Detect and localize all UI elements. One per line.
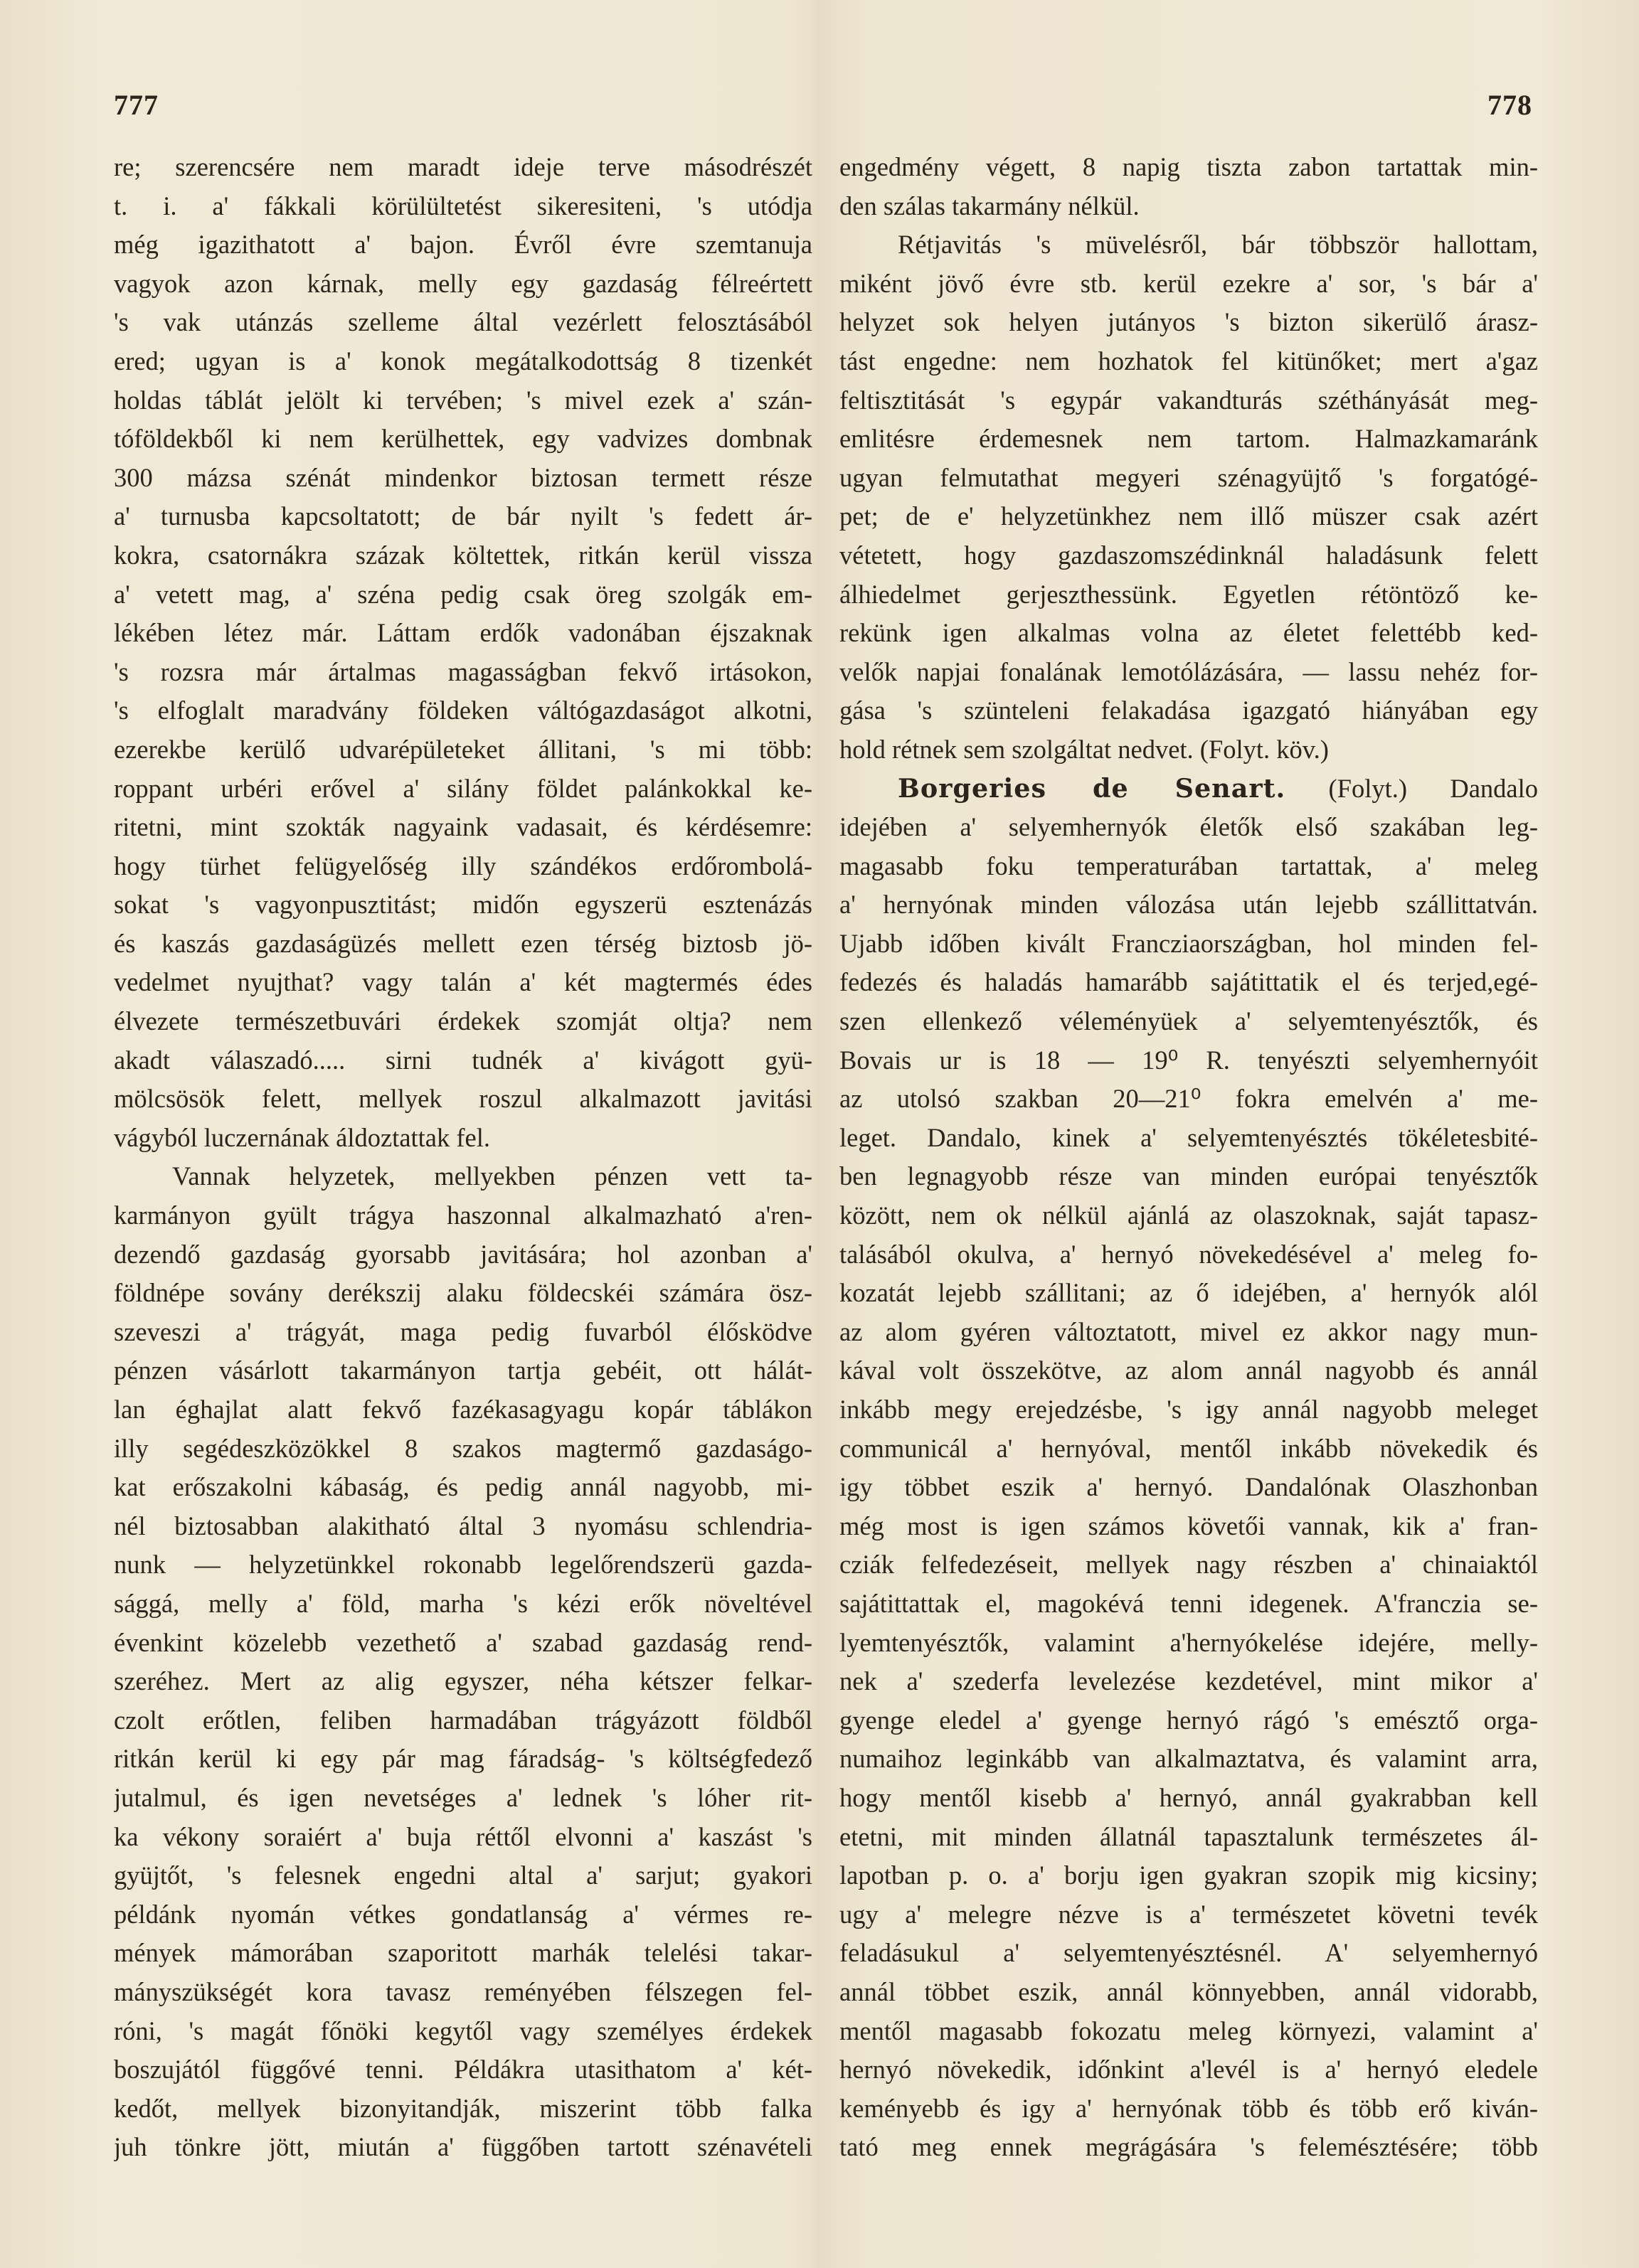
text-line: communicál a' hernyóval, mentől inkább növekedik és	[839, 1433, 1538, 1463]
text-line: vagyok azon kárnak, melly egy gazdaság félreértett	[114, 268, 812, 298]
text-line: példánk nyomán vétkes gondatlanság a' vérmes re-	[114, 1899, 812, 1929]
text-line: roppant urbéri erővel a' silány földet palánkokkal ke-	[114, 773, 812, 803]
text-line: gyüjtőt, 's felesnek engedni altal a' sarjut; gyakori	[114, 1860, 812, 1890]
text-line: az alom gyéren változtatott, mivel ez akkor nagy mun-	[839, 1316, 1538, 1346]
text-line: talásából okulva, a' hernyó növekedésével a' meleg fo-	[839, 1239, 1538, 1269]
text-line: lan éghajlat alatt fekvő fazékasagyagu kopár táblákon	[114, 1395, 812, 1424]
text-line: numaihoz leginkább van alkalmaztatva, és valamint arra,	[839, 1744, 1538, 1774]
text-line: Bovais ur is 18 — 19⁰ R. tenyészti selyemhernyóit	[839, 1045, 1538, 1075]
text-line: lékében létez már. Láttam erdők vadonában éjszaknak	[114, 618, 812, 648]
text-line: Vannak helyzetek, mellyekben pénzen vett ta-	[172, 1161, 812, 1191]
text-line: még igazithatott a' bajon. Évről évre szemtanuja	[114, 230, 812, 260]
text-line: álhiedelmet gerjeszthessünk. Egyetlen rétöntöző ke-	[839, 579, 1538, 609]
text-line: ugy a' melegre nézve is a' természetet követni tevék	[839, 1899, 1538, 1929]
text-line: vágyból luczernának áldoztattak fel.	[114, 1122, 491, 1152]
text-line: feltisztitását 's egypár vakandturás széthányását meg-	[839, 385, 1538, 415]
text-line: idejében a' selyemhernyók életők első szakában leg-	[839, 812, 1538, 842]
text-line: helyzet sok helyen jutányos 's bizton sikerülő árasz-	[839, 307, 1538, 337]
text-line: miként jövő évre stb. kerül ezekre a' sor, 's bár a'	[839, 268, 1538, 298]
section-heading: Borgeries de Senart.	[898, 772, 1286, 804]
text-line: re; szerencsére nem maradt ideje terve másodrészét	[114, 152, 812, 181]
text-line: 's rozsra már ártalmas magasságban fekvő irtásokon,	[114, 656, 812, 686]
text-line: t. i. a' fákkali körülültetést sikeresiteni, 's utódja	[114, 191, 812, 220]
text-line: feladásukul a' selyemtenyésztésnél. A' selyemhernyó	[839, 1938, 1538, 1968]
text-line: lapotban p. o. a' borju igen gyakran szopik mig kicsiny;	[839, 1860, 1538, 1890]
text-line: akadt válaszadó..... sirni tudnék a' kivágott gyü-	[114, 1045, 812, 1075]
text-line: emlitésre érdemesnek nem tartom. Halmazkamaránk	[839, 424, 1538, 454]
text-line: mölcsösök felett, mellyek roszul alkalmazott javitási	[114, 1084, 812, 1114]
text-line: ka vékony soraiért a' buja réttől elvonni a' kaszást 's	[114, 1821, 812, 1851]
text-line: fedezés és haladás hamarább sajátittatik el és terjed,egé-	[839, 967, 1538, 997]
text-line: kával volt összekötve, az alom annál nagyobb és annál	[839, 1356, 1538, 1385]
text-line: boszujától függővé tenni. Példákra utasithatom a' két-	[114, 2055, 812, 2085]
text-line: mentől magasabb fokozatu meleg környezi, valamint a'	[839, 2016, 1538, 2045]
text-line: és kaszás gazdaságüzés mellett ezen térség biztosb jö-	[114, 928, 812, 958]
text-line: a' hernyónak minden válozása után lejebb szállittatván.	[839, 890, 1538, 920]
text-line: nél biztosabban alakitható által 3 nyomásu schlendria-	[114, 1511, 812, 1540]
text-line: szeveszi a' trágyát, maga pedig fuvarból élősködve	[114, 1316, 812, 1346]
text-line: 's vak utánzás szelleme által vezérlett felosztásából	[114, 307, 812, 337]
text-line: 's elfoglalt maradvány földeken váltógazdaságot alkotni,	[114, 696, 812, 725]
text-line: rekünk igen alkalmas volna az életet felettébb ked-	[839, 618, 1538, 648]
text-line: cziák felfedezéseit, mellyek nagy részben a' chinaiaktól	[839, 1550, 1538, 1580]
left-column-text	[114, 148, 812, 2167]
text-line: sággá, melly a' föld, marha 's kézi erők növeltével	[114, 1588, 812, 1618]
text-line: a' turnusba kapcsoltatott; de bár nyilt 's fedett ár-	[114, 501, 812, 531]
text-line: hernyó növekedik, időnkint a'levél is a' hernyó eledele	[839, 2055, 1538, 2085]
text-line: ezerekbe kerülő udvarépületeket állitani, 's mi több:	[114, 734, 812, 764]
text-line: annál többet eszik, annál könnyebben, annál vidorabb,	[839, 1976, 1538, 2006]
text-line: karmányon gyült trágya haszonnal alkalmazható a'ren-	[114, 1200, 812, 1230]
text-line: holdas táblát jelölt ki tervében; 's mivel ezek a' szán-	[114, 385, 812, 415]
text-line: lyemtenyésztők, valamint a'hernyókelése idejére, melly-	[839, 1627, 1538, 1657]
text-line: ben legnagyobb része van minden európai tenyésztők	[839, 1161, 1538, 1191]
text-line: tóföldekből ki nem kerülhettek, egy vadvizes dombnak	[114, 424, 812, 454]
text-line: tató meg ennek megrágására 's felemésztésére; több	[839, 2132, 1538, 2162]
page-number-right: 778	[1487, 89, 1532, 121]
text-line: hogy mentől kisebb a' hernyó, annál gyakrabban kell	[839, 1782, 1538, 1812]
text-line: az utolsó szakban 20—21⁰ fokra emelvén a' me-	[839, 1084, 1538, 1114]
text-line: hold rétnek sem szolgáltat nedvet. (Folyt. köv.)	[839, 734, 1329, 764]
text-line: gása 's szünteleni felakadása igazgató hiányában egy	[839, 696, 1538, 725]
text-line: földnépe sovány derékszij alaku földecskéi számára ösz-	[114, 1278, 812, 1308]
text-line: szen ellenkező véleményüek a' selyemtenyésztők, és	[839, 1006, 1538, 1036]
right-column-text	[839, 148, 1538, 2167]
text-line: keményebb és igy a' hernyónak több és több erő kiván-	[839, 2093, 1538, 2123]
text-line: ugyan felmutathat megyeri szénagyüjtő 's forgatógé-	[839, 462, 1538, 492]
text-line: a' vetett mag, a' széna pedig csak öreg szolgák em-	[114, 579, 812, 609]
section-heading-rest: (Folyt.) Dandalo	[1285, 773, 1538, 803]
text-line: Ujabb időben kivált Francziaországban, hol minden fel-	[839, 928, 1538, 958]
text-line: gyenge eledel a' gyenge hernyó rágó 's emésztő orga-	[839, 1705, 1538, 1735]
text-line: sokat 's vagyonpusztitást; midőn egyszerü esztenázás	[114, 890, 812, 920]
text-line: mányszükségét kora tavasz reményében félszegen fel-	[114, 1976, 812, 2006]
text-line: inkább megy erejedzésbe, 's igy annál nagyobb meleget	[839, 1395, 1538, 1424]
text-line: tást engedne: nem hozhatok fel kitünőket; mert a'gaz	[839, 346, 1538, 376]
text-line: pénzen vásárlott takarmányon tartja gebéit, ott hálát-	[114, 1356, 812, 1385]
text-line: czolt erőtlen, feliben harmadában trágyázott földből	[114, 1705, 812, 1735]
text-line: igy többet eszik a' hernyó. Dandalónak Olaszhonban	[839, 1472, 1538, 1502]
text-line: kat erőszakolni kábaság, és pedig annál nagyobb, mi-	[114, 1472, 812, 1502]
text-line: velők napjai fonalának lemotólázására, — lassu nehéz for-	[839, 656, 1538, 686]
text-line: szeréhez. Mert az alig egyszer, néha kétszer felkar-	[114, 1666, 812, 1696]
section-heading-line	[839, 770, 1538, 809]
text-line: 300 mázsa szénát mindenkor biztosan termett része	[114, 462, 812, 492]
text-line: engedmény végett, 8 napig tiszta zabon tartattak min-	[839, 152, 1538, 181]
text-line: ritkán kerül ki egy pár mag fáradság- 's költségfedező	[114, 1744, 812, 1774]
text-line: élvezete természetbuvári érdekek szomját oltja? nem	[114, 1006, 812, 1036]
text-line: még most is igen számos követői vannak, kik a' fran-	[839, 1511, 1538, 1540]
text-line: pet; de e' helyzetünkhez nem illő müszer csak azért	[839, 501, 1538, 531]
text-line: között, nem ok nélkül ajánlá az olaszoknak, saját tapasz-	[839, 1200, 1538, 1230]
text-line: mények mámorában szaporitott marhák telelési takar-	[114, 1938, 812, 1968]
text-line: nek a' szederfa levelezése kezdetével, mint mikor a'	[839, 1666, 1538, 1696]
text-line: kozatát lejebb szállitani; az ő idejében, a' hernyók alól	[839, 1278, 1538, 1308]
text-line: etetni, mit minden állatnál tapasztalunk természetes ál-	[839, 1821, 1538, 1851]
text-line: Rétjavitás 's müvelésről, bár többször hallottam,	[898, 230, 1538, 260]
text-line: ered; ugyan is a' konok megátalkodottság 8 tizenkét	[114, 346, 812, 376]
page-number-left: 777	[114, 89, 159, 121]
text-line: ritetni, mint szokták nagyaink vadasait, és kérdésemre:	[114, 812, 812, 842]
text-line: évenkint közelebb vezethető a' szabad gazdaság rend-	[114, 1627, 812, 1657]
text-line: róni, 's magát főnöki kegytől vagy személyes érdekek	[114, 2016, 812, 2045]
text-line: vedelmet nyujthat? vagy talán a' két magtermés édes	[114, 967, 812, 997]
text-line: jutalmul, és igen nevetséges a' lednek 's lóher rit-	[114, 1782, 812, 1812]
text-line: kokra, csatornákra százak költettek, ritkán kerül vissza	[114, 540, 812, 570]
text-line: juh tönkre jött, miután a' függőben tartott szénavételi	[114, 2132, 812, 2162]
text-line: den szálas takarmány nélkül.	[839, 191, 1140, 220]
text-line: kedőt, mellyek bizonyitandják, miszerint több falka	[114, 2093, 812, 2123]
text-line: vétetett, hogy gazdaszomszédinknál haladásunk felett	[839, 540, 1538, 570]
text-line: sajátittattak el, magokévá tenni idegenek. A'franczia se-	[839, 1588, 1538, 1618]
text-line: nunk — helyzetünkkel rokonabb legelőrendszerü gazda-	[114, 1550, 812, 1580]
text-line: magasabb foku temperaturában tartattak, a' meleg	[839, 851, 1538, 880]
text-line: dezendő gazdaság gyorsabb javitására; hol azonban a'	[114, 1239, 812, 1269]
text-line: hogy türhet felügyelőség illy szándékos erdőrombolá-	[114, 851, 812, 880]
text-line: leget. Dandalo, kinek a' selyemtenyésztés tökéletesbité-	[839, 1122, 1538, 1152]
text-line: illy segédeszközökkel 8 szakos magtermő gazdaságo-	[114, 1433, 812, 1463]
